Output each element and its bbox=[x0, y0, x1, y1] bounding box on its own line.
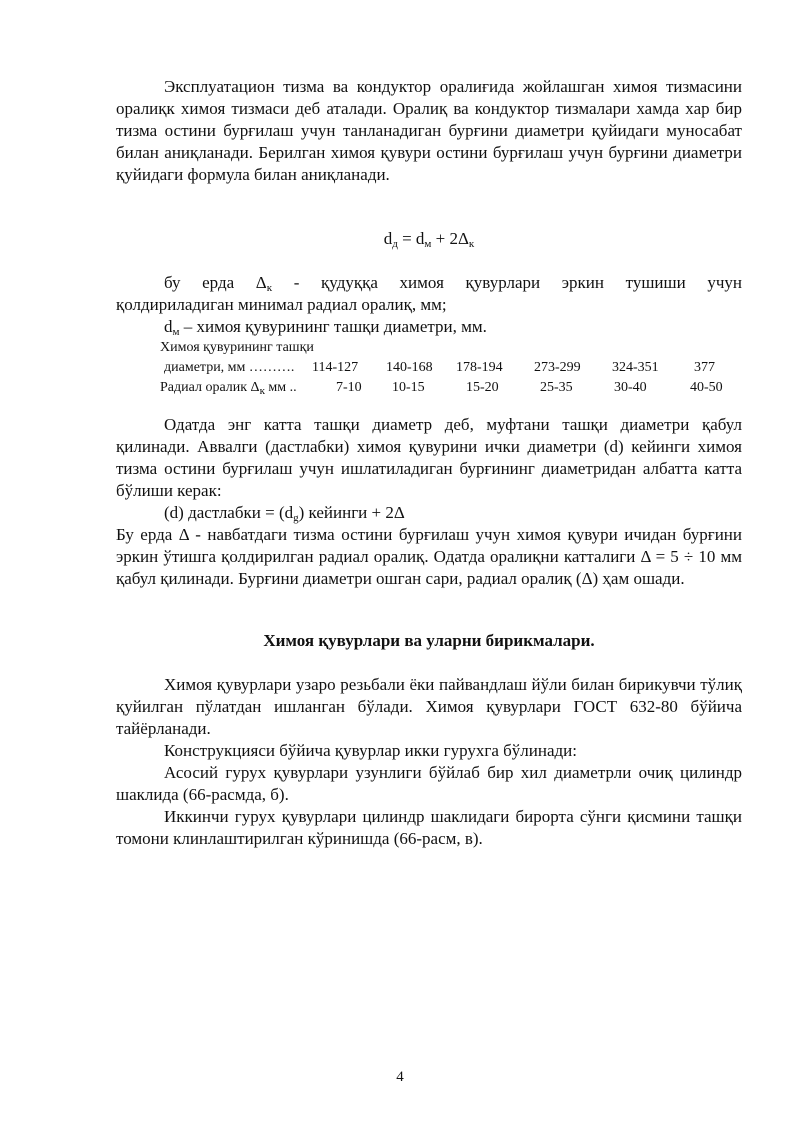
paragraph-casing-pipes: Химоя қувурлари узаро резьбали ёки пайвандлаш йўли билан бирикувчи тўлиқ қуйилган пўлатдан ишланган бўлади. Химоя қувурлари ГОСТ 632-80 бўйича тайёрланади. bbox=[116, 675, 742, 738]
paragraph-intro: Эксплуатацион тизма ва кондуктор оралиғида жойлашган химоя тизмасини оралиқк химоя тизмаси деб аталади. Оралиқ ва кондуктор тизмалари хамда хар бир тизма остини бурғилаш учун танланадиган бурғини диаметри қуйидаги муносабат билан аниқланади. Берилган химоя қувури остини бурғилаш учун бурғини диаметри қуйидаги формула билан аниқланади. bbox=[116, 77, 742, 184]
where-line-1 bbox=[116, 272, 742, 294]
paragraph-second-group: Иккинчи гурух қувурлари цилиндр шаклидаги бирорта сўнги қисмини ташқи томони клинлаштирилган кўринишда (66-расм, в). bbox=[116, 807, 742, 848]
where-line-2: қолдириладиган минимал радиал оралиқ, мм; bbox=[116, 295, 447, 314]
formula-k-sub: к bbox=[468, 238, 475, 250]
table-cell: 140-168 bbox=[386, 360, 433, 375]
table-cell: 7-10 bbox=[336, 380, 362, 395]
where-line-3 bbox=[116, 316, 742, 338]
table-row-diameters bbox=[160, 357, 760, 377]
where-dm-sub: м bbox=[172, 326, 180, 338]
table-cell: 273-299 bbox=[534, 360, 581, 375]
paragraph-main-group: Асосий гурух қувурлари узунлиги бўйлаб бир хил диаметрли очиқ цилиндр шаклида (66-расмда, б). bbox=[116, 763, 742, 804]
formula-bit-diameter bbox=[116, 228, 742, 250]
formula-d-sub: д bbox=[392, 238, 398, 250]
formula-plus: + 2Δ bbox=[431, 229, 469, 248]
formula2-sub: g bbox=[293, 512, 299, 524]
table-cell: 30-40 bbox=[614, 380, 647, 395]
where-delta-sub: к bbox=[266, 282, 273, 294]
paragraph-outer-diameter: Одатда энг катта ташқи диаметр деб, муфтани ташқи диаметри қабул қилинади. Аввалги (дастлабки) химоя қувурини ички диаметри (d) кейинги химоя тизма остини бурғилаш учун ишлатиладиган бурғининг диаметридан албатта катта бўлиши керак: bbox=[116, 415, 742, 500]
table-label-gap-unit: мм .. bbox=[264, 380, 297, 395]
table-row-gaps bbox=[160, 377, 760, 397]
formula-eq: = d bbox=[397, 229, 425, 248]
formula-d: d bbox=[383, 229, 393, 248]
where-block bbox=[116, 272, 742, 338]
table-cell: 178-194 bbox=[456, 360, 503, 375]
where-line-1-text: - қудуққа химоя қувурлари эркин тушиши учун bbox=[272, 273, 742, 292]
paragraph-radial-gap: Бу ерда Δ - навбатдаги тизма остини бурғилаш учун химоя қувури ичидан бурғини эркин ўтишга қолдирилган радиал оралиқ. Одатда оралиқни катталиги Δ = 5 ÷ 10 мм қабул қилинади. Бурғини диаметри ошган сари, радиал оралиқ (Δ) ҳам ошади. bbox=[116, 525, 742, 588]
paragraph-groups: Конструкцияси бўйича қувурлар икки гурухга бўлинади: bbox=[164, 741, 577, 760]
formula2-post: ) кейинги + 2Δ bbox=[298, 503, 405, 522]
section-heading: Химоя қувурлари ва уларни бирикмалари. bbox=[263, 631, 595, 650]
table-label-gap-text: Радиал оралик Δ bbox=[160, 380, 260, 395]
table-cell: 324-351 bbox=[612, 360, 659, 375]
table-cell: 10-15 bbox=[392, 380, 425, 395]
formula-previous-next bbox=[116, 502, 742, 524]
table-cell: 114-127 bbox=[312, 360, 359, 375]
table-label-gap-sub: к bbox=[259, 385, 265, 397]
page-number: 4 bbox=[396, 1069, 404, 1085]
formula2-pre: (d) дастлабки = (d bbox=[164, 503, 294, 522]
formula-m-sub: м bbox=[424, 238, 432, 250]
where-delta: бу ерда Δ bbox=[164, 273, 267, 292]
table-label-gap bbox=[160, 377, 297, 399]
where-dm: d bbox=[164, 317, 173, 336]
table-label-diameter: диаметри, мм ………. bbox=[164, 360, 295, 375]
table-label-row: Химоя қувурининг ташқи bbox=[160, 340, 314, 355]
table-cell: 25-35 bbox=[540, 380, 573, 395]
where-line-3-text: – химоя қувурининг ташқи диаметри, мм. bbox=[179, 317, 487, 336]
table-cell: 15-20 bbox=[466, 380, 499, 395]
table-cell: 40-50 bbox=[690, 380, 723, 395]
table-cell: 377 bbox=[694, 360, 715, 375]
